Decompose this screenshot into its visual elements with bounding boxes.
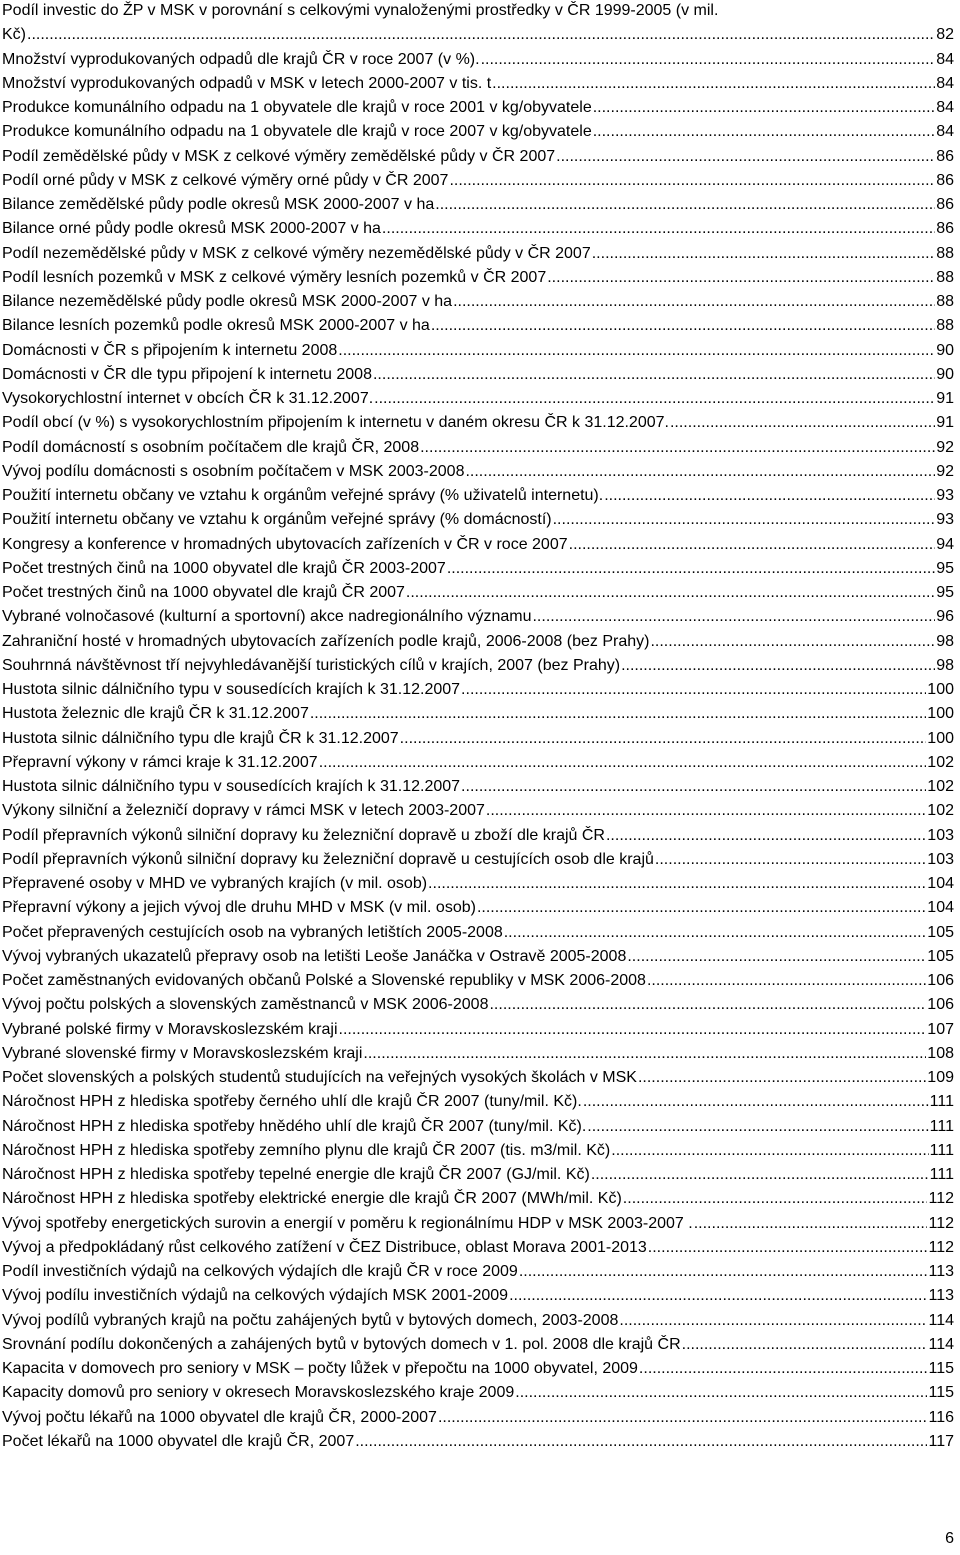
toc-entry-page: 84 (936, 74, 954, 92)
toc-entry-page: 102 (927, 778, 954, 795)
toc-entry[interactable] (2, 293, 954, 317)
toc-entry-page: 90 (936, 365, 954, 383)
dot-leader (593, 99, 935, 117)
toc-entry-title: Množství vyprodukovaných odpadů dle krajů ČR v roce 2007 (v %). (2, 50, 480, 68)
toc-entry[interactable] (2, 2, 954, 26)
toc-entry[interactable] (2, 827, 954, 851)
toc-entry-page: 86 (936, 171, 954, 189)
toc-entry-page: 102 (927, 753, 954, 771)
toc-entry-page: 115 (928, 1360, 954, 1377)
toc-entry-page: 98 (936, 656, 954, 674)
dot-leader (447, 560, 935, 578)
page-number: 6 (945, 1530, 954, 1547)
toc-entry-page: 105 (927, 947, 954, 965)
toc-entry-title: Bilance zemědělské půdy podle okresů MSK 2000-2007 v ha (2, 196, 435, 213)
toc-entry-page: 116 (928, 1408, 954, 1426)
toc-entry[interactable] (2, 1336, 954, 1360)
toc-entry-title: Hustota silnic dálničního typu v sousedících krajích k 31.12.2007 (2, 681, 461, 698)
toc-entry-title: Podíl nezemědělské půdy v MSK z celkové výměry nezemědělské půdy v ČR 2007 (2, 244, 591, 262)
toc-entry-title: Podíl domácností s osobním počítačem dle krajů ČR, 2008 (2, 438, 420, 456)
toc-entry-title: Podíl přepravních výkonů silniční dopravy ku železniční dopravě u zboží dle krajů ČR (2, 826, 605, 844)
toc-entry[interactable] (2, 1166, 954, 1190)
dot-leader (428, 875, 926, 893)
toc-entry[interactable] (2, 99, 954, 123)
toc-entry-page: 91 (936, 414, 954, 432)
toc-entry-title: Náročnost HPH z hlediska spotřeby černého uhlí dle krajů ČR 2007 (tuny/mil. Kč). (2, 1093, 582, 1111)
toc-entry[interactable] (2, 172, 954, 196)
toc-entry[interactable] (2, 487, 954, 511)
toc-entry-title: Kapacita v domovech pro seniory v MSK – počty lůžek v přepočtu na 1000 obyvatel, 2009 (2, 1360, 638, 1377)
toc-entry[interactable] (2, 1263, 954, 1287)
toc-entry[interactable] (2, 317, 954, 341)
toc-entry-page: 88 (936, 293, 954, 310)
dot-leader (435, 196, 935, 214)
toc-entry[interactable] (2, 1287, 954, 1311)
toc-entry-title: Srovnání podílu dokončených a zahájených bytů v bytových domech v 1. pol. 2008 dle krajů ČR (2, 1335, 681, 1353)
toc-entry-title: Vývoj počtu lékařů na 1000 obyvatel dle krajů ČR, 2000-2007 (2, 1408, 437, 1426)
toc-entry[interactable] (2, 972, 954, 996)
toc-entry-page: 90 (936, 341, 954, 359)
dot-leader (515, 1384, 927, 1402)
toc-entry-page: 105 (927, 923, 954, 941)
toc-entry[interactable] (2, 754, 954, 778)
toc-entry-page: 88 (936, 317, 954, 335)
toc-entry-title: Vývoj podílu domácnosti s osobním počítačem v MSK 2003-2008 (2, 462, 465, 480)
toc-entry-title: Podíl investičních výdajů na celkových výdajích dle krajů ČR v roce 2009 (2, 1263, 518, 1280)
toc-entry-title: Podíl obcí (v %) s vysokorychlostním připojením k internetu v daném okresu ČR k 31.12.2007. (2, 414, 669, 432)
toc-entry-page: 114 (928, 1311, 954, 1329)
toc-entry-title: Počet přepravených cestujících osob na vybraných letištích 2005-2008 (2, 923, 503, 941)
toc-entry-title: Kapacity domovů pro seniory v okresech Moravskoslezského kraje 2009 (2, 1384, 515, 1402)
toc-entry-title: Množství vyprodukovaných odpadů v MSK v letech 2000-2007 v tis. t (2, 74, 492, 92)
dot-leader (449, 172, 935, 190)
toc-entry-page: 86 (936, 147, 954, 165)
toc-entry-list (2, 51, 954, 1458)
toc-entry-title: Hustota železnic dle krajů ČR k 31.12.2007 (2, 705, 309, 723)
dot-leader (489, 996, 926, 1014)
toc-entry-title: Produkce komunálního odpadu na 1 obyvatele dle krajů v roce 2001 v kg/obyvatele (2, 99, 592, 116)
toc-entry[interactable] (2, 608, 954, 632)
dot-leader (504, 924, 927, 942)
toc-entry[interactable] (2, 390, 954, 414)
toc-entry[interactable] (2, 366, 954, 390)
toc-entry[interactable] (2, 51, 954, 75)
dot-leader (647, 972, 926, 990)
toc-entry-title: Domácnosti v ČR dle typu připojení k internetu 2008 (2, 365, 372, 383)
toc-entry-title: Produkce komunálního odpadu na 1 obyvatele dle krajů v roce 2007 v kg/obyvatele (2, 123, 592, 141)
toc-entry[interactable] (2, 1093, 954, 1117)
toc-entry[interactable] (2, 1045, 954, 1069)
toc-entry[interactable] (2, 657, 954, 681)
toc-entry-title: Výkony silniční a železničí dopravy v rámci MSK v letech 2003-2007 (2, 802, 485, 820)
toc-entry-page: 84 (936, 99, 954, 116)
dot-leader (465, 463, 935, 481)
dot-leader (519, 1263, 928, 1281)
dot-leader (438, 1409, 928, 1427)
toc-entry-title: Vývoj počtu polských a slovenských zaměstnanců v MSK 2006-2008 (2, 996, 489, 1014)
dot-leader (682, 1336, 928, 1354)
toc-entry-title: Vývoj a předpokládaný růst celkového zatížení v ČEZ Distribuce, oblast Morava 2001-2013 (2, 1238, 647, 1256)
toc-entry[interactable] (2, 1239, 954, 1263)
toc-entry-continuation[interactable] (2, 26, 954, 50)
dot-leader (694, 1215, 928, 1233)
toc-entry[interactable] (2, 996, 954, 1020)
toc-entry[interactable] (2, 463, 954, 487)
dot-leader (619, 1312, 927, 1330)
toc-entry-page: 88 (936, 268, 954, 286)
toc-entry[interactable] (2, 196, 954, 220)
toc-entry-page: 108 (927, 1044, 954, 1062)
toc-entry-title: Přepravní výkony v rámci kraje k 31.12.2007 (2, 753, 318, 771)
dot-leader (639, 1360, 928, 1378)
dot-leader (627, 948, 926, 966)
toc-entry-page: 111 (929, 1093, 954, 1111)
toc-entry-title: Vybrané volnočasové (kulturní a sportovní) akce nadregionálního významu (2, 608, 532, 626)
toc-entry-title: Podíl orné půdy v MSK z celkové výměry orné půdy v ČR 2007 (2, 171, 449, 189)
dot-leader (400, 730, 927, 748)
toc-entry-title: Vývoj vybraných ukazatelů přepravy osob na letišti Leoše Janáčka v Ostravě 2005-2008 (2, 947, 627, 965)
dot-leader (486, 802, 926, 820)
dot-leader (339, 1021, 927, 1039)
toc-entry[interactable] (2, 1021, 954, 1045)
toc-entry[interactable] (2, 1409, 954, 1433)
toc-entry-title: Přepravní výkony a jejich vývoj dle druhu MHD v MSK (v mil. osob) (2, 899, 476, 917)
toc-entry-page: 100 (927, 729, 954, 747)
dot-leader (556, 148, 935, 166)
toc-entry[interactable] (2, 439, 954, 463)
dot-leader (623, 1190, 928, 1208)
toc-entry-page: 100 (927, 705, 954, 723)
toc-entry[interactable] (2, 220, 954, 244)
toc-entry-page: 111 (929, 1166, 954, 1183)
toc-entry-page: 111 (929, 1117, 954, 1135)
dot-leader (477, 899, 926, 917)
dot-leader (431, 317, 935, 335)
toc-entry[interactable] (2, 584, 954, 608)
toc-entry-page: 111 (929, 1141, 954, 1159)
toc-entry-title: Náročnost HPH z hlediska spotřeby hnědého uhlí dle krajů ČR 2007 (tuny/mil. Kč). (2, 1117, 587, 1135)
toc-entry-title: Podíl investic do ŽP v MSK v porovnání s celkovými vynaloženými prostředky v ČR 1999-2005 (v mil. (2, 2, 719, 19)
dot-leader (583, 1093, 929, 1111)
dot-leader (532, 608, 935, 626)
toc-entry-title: Vysokorychlostní internet v obcích ČR k 31.12.2007. (2, 390, 374, 407)
toc-entry-title: Domácnosti v ČR s připojením k internetu 2008 (2, 341, 338, 359)
toc-entry[interactable] (2, 123, 954, 147)
table-of-figures (2, 2, 954, 1457)
toc-entry[interactable] (2, 730, 954, 754)
toc-entry-title: Bilance lesních pozemků podle okresů MSK 2000-2007 v ha (2, 317, 430, 335)
toc-entry-page: 113 (928, 1287, 954, 1305)
toc-entry-title: Počet lékařů na 1000 obyvatel dle krajů ČR, 2007 (2, 1432, 355, 1450)
toc-entry-title: Vývoj podílu investičních výdajů na celkových výdajích MSK 2001-2009 (2, 1287, 509, 1305)
toc-entry-title: Vývoj spotřeby energetických surovin a energií v poměru k regionálnímu HDP v MSK 2003-2007 . (2, 1214, 693, 1232)
dot-leader (591, 1166, 929, 1184)
toc-entry[interactable] (2, 1384, 954, 1408)
dot-leader (655, 851, 926, 869)
toc-entry[interactable] (2, 778, 954, 802)
toc-entry[interactable] (2, 633, 954, 657)
dot-leader (553, 511, 936, 529)
toc-entry-page: 113 (928, 1263, 954, 1280)
dot-leader (338, 342, 935, 360)
dot-leader (461, 681, 926, 699)
dot-leader (319, 754, 927, 772)
dot-leader (453, 293, 935, 311)
toc-entry-title: Bilance nezemědělské půdy podle okresů MSK 2000-2007 v ha (2, 293, 453, 310)
toc-entry[interactable] (2, 342, 954, 366)
toc-entry[interactable] (2, 560, 954, 584)
toc-entry-page: 92 (936, 438, 954, 456)
toc-entry[interactable] (2, 948, 954, 972)
toc-entry[interactable] (2, 1190, 954, 1214)
dot-leader (406, 584, 935, 602)
toc-entry-page: 98 (936, 632, 954, 650)
toc-entry-page: 94 (936, 535, 954, 553)
toc-entry-page: 115 (928, 1384, 954, 1402)
toc-entry-title: Kongresy a konference v hromadných ubytovacích zařízeních v ČR v roce 2007 (2, 535, 568, 553)
toc-entry-title: Podíl lesních pozemků v MSK z celkové výměry lesních pozemků v ČR 2007 (2, 268, 547, 286)
toc-entry[interactable] (2, 245, 954, 269)
toc-entry[interactable] (2, 681, 954, 705)
toc-entry-title: Vývoj podílů vybraných krajů na počtu zahájených bytů v bytových domech, 2003-2008 (2, 1311, 619, 1329)
toc-entry-page: 106 (927, 996, 954, 1014)
toc-entry[interactable] (2, 705, 954, 729)
toc-entry-title: Bilance orné půdy podle okresů MSK 2000-2007 v ha (2, 220, 381, 238)
toc-entry-title: Podíl přepravních výkonů silniční dopravy ku železniční dopravě u cestujících osob dle krajů (2, 850, 654, 868)
toc-entry-page: 117 (928, 1432, 954, 1450)
toc-entry[interactable] (2, 1069, 954, 1093)
toc-entry-page: 102 (927, 802, 954, 820)
toc-entry-title: Počet trestných činů na 1000 obyvatel dle krajů ČR 2003-2007 (2, 559, 446, 577)
toc-entry-page: 91 (936, 390, 954, 407)
toc-entry-title: Použití internetu občany ve vztahu k orgánům veřejné správy (% uživatelů internetu). (2, 487, 604, 504)
dot-leader (420, 439, 935, 457)
toc-entry-page: 92 (936, 462, 954, 480)
toc-entry[interactable] (2, 1215, 954, 1239)
toc-entry-title: Přepravené osoby v MHD ve vybraných krajích (v mil. osob) (2, 875, 428, 892)
toc-entry-page: 95 (936, 584, 954, 601)
toc-entry-page: 107 (927, 1020, 954, 1038)
toc-entry-page: 104 (927, 875, 954, 892)
dot-leader (593, 123, 935, 141)
toc-entry-title: Počet slovenských a polských studentů studujících na veřejných vysokých školách v MSK (2, 1069, 637, 1086)
toc-entry-title: Podíl zemědělské půdy v MSK z celkové výměry zemědělské půdy v ČR 2007 (2, 147, 556, 165)
toc-entry-title: Počet trestných činů na 1000 obyvatel dle krajů ČR 2007 (2, 584, 405, 601)
toc-entry-title: Vybrané polské firmy v Moravskoslezském kraji (2, 1020, 338, 1038)
dot-leader (650, 633, 935, 651)
dot-leader (509, 1287, 927, 1305)
toc-entry-title: Hustota silnic dálničního typu v sousedících krajích k 31.12.2007 (2, 778, 461, 795)
toc-entry[interactable] (2, 148, 954, 172)
toc-entry-title: Náročnost HPH z hlediska spotřeby elektrické energie dle krajů ČR 2007 (MWh/mil. Kč) (2, 1190, 622, 1208)
toc-entry-page: 93 (936, 511, 954, 529)
toc-entry-title: Zahraniční hosté v hromadných ubytovacích zařízeních podle krajů, 2006-2008 (bez Prahy) (2, 632, 650, 650)
toc-entry[interactable] (2, 1142, 954, 1166)
toc-entry-page: 103 (927, 850, 954, 868)
toc-entry[interactable] (2, 269, 954, 293)
dot-leader (621, 657, 935, 675)
toc-entry-title: Náročnost HPH z hlediska spotřeby zemního plynu dle krajů ČR 2007 (tis. m3/mil. Kč) (2, 1141, 611, 1159)
dot-leader (648, 1239, 928, 1257)
dot-leader (547, 269, 935, 287)
toc-entry[interactable] (2, 899, 954, 923)
toc-entry-page: 106 (927, 972, 954, 989)
dot-leader (638, 1069, 926, 1087)
dot-leader (569, 536, 936, 554)
dot-leader (382, 220, 935, 238)
dot-leader (492, 75, 935, 93)
toc-entry-page: 112 (928, 1190, 954, 1208)
toc-entry-title: Použití internetu občany ve vztahu k orgánům veřejné správy (% domácností) (2, 511, 552, 529)
toc-entry[interactable] (2, 851, 954, 875)
dot-leader (611, 1142, 928, 1160)
toc-entry[interactable] (2, 875, 954, 899)
toc-entry-page: 84 (936, 123, 954, 141)
toc-entry[interactable] (2, 924, 954, 948)
dot-leader (27, 26, 935, 44)
toc-entry[interactable] (2, 511, 954, 535)
toc-entry-page: 114 (928, 1335, 954, 1353)
dot-leader (355, 1433, 927, 1451)
toc-entry-title: Počet zaměstnaných evidovaných občanů Polské a Slovenské republiky v MSK 2006-2008 (2, 972, 646, 989)
toc-entry-title: Souhrnná návštěvnost tří nejvyhledávanější turistických cílů v krajích, 2007 (bez Prahy) (2, 656, 621, 674)
toc-entry-page: 88 (936, 244, 954, 262)
dot-leader (592, 245, 935, 263)
dot-leader (606, 827, 926, 845)
toc-entry-page: 112 (928, 1214, 954, 1232)
toc-entry[interactable] (2, 75, 954, 99)
toc-entry[interactable] (2, 414, 954, 438)
toc-entry-page: 84 (936, 50, 954, 68)
toc-entry-page: 93 (936, 487, 954, 504)
toc-entry-page: 95 (936, 559, 954, 577)
toc-entry[interactable] (2, 802, 954, 826)
toc-entry[interactable] (2, 1433, 954, 1457)
toc-entry-page: 96 (936, 608, 954, 626)
toc-entry-page: 112 (928, 1238, 954, 1256)
toc-entry-title: Náročnost HPH z hlediska spotřeby tepelné energie dle krajů ČR 2007 (GJ/mil. Kč) (2, 1166, 590, 1183)
toc-entry[interactable] (2, 536, 954, 560)
toc-entry-page: 103 (927, 826, 954, 844)
toc-entry-title: Hustota silnic dálničního typu dle krajů ČR k 31.12.2007 (2, 729, 399, 747)
dot-leader (461, 778, 926, 796)
dot-leader (374, 390, 935, 408)
toc-entry-page: 100 (927, 681, 954, 698)
toc-entry-page: 86 (936, 220, 954, 238)
toc-entry[interactable] (2, 1312, 954, 1336)
toc-entry-page: 86 (936, 196, 954, 213)
dot-leader (373, 366, 935, 384)
dot-leader (587, 1118, 928, 1136)
toc-entry[interactable] (2, 1118, 954, 1142)
dot-leader (363, 1045, 926, 1063)
toc-entry-page: 104 (927, 899, 954, 917)
dot-leader (481, 51, 936, 69)
dot-leader (604, 487, 935, 505)
toc-entry-title: Kč) (2, 26, 26, 44)
dot-leader (670, 414, 935, 432)
toc-entry-page: 109 (927, 1069, 954, 1086)
dot-leader (310, 705, 926, 723)
toc-entry-title: Vybrané slovenské firmy v Moravskoslezském kraji (2, 1044, 363, 1062)
toc-entry[interactable] (2, 1360, 954, 1384)
toc-entry-page: 82 (936, 26, 954, 44)
